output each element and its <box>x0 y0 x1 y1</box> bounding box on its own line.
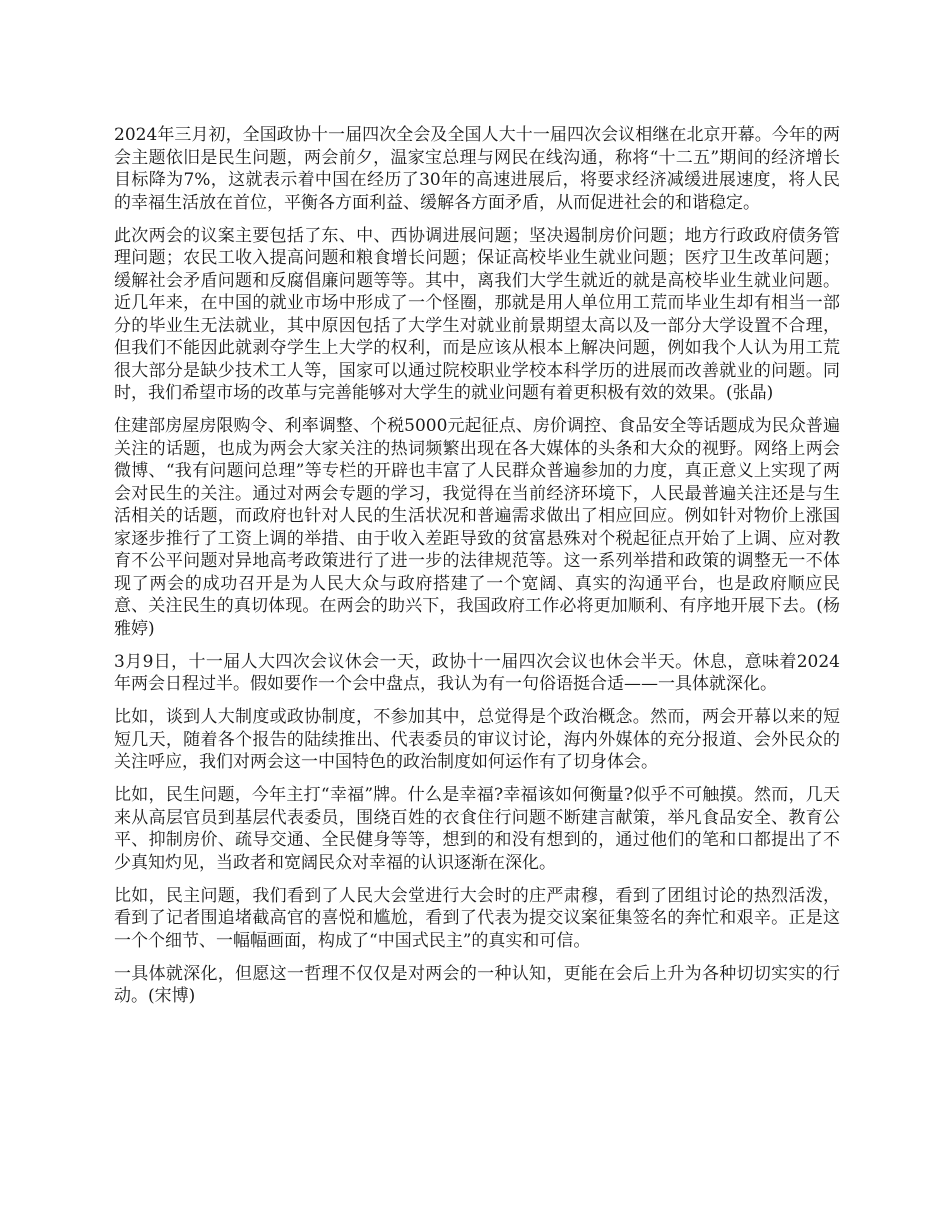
document-body <box>114 124 840 1018</box>
paragraph-6: 比如，民生问题，今年主打“幸福”牌。什么是幸福?幸福该如何衡量?似乎不可触摸。然而，几天来从高层官员到基层代表委员，围绕百姓的衣食住行问题不断建言献策，举凡食品安全、教育公平、抑制房价、疏导交通、全民健身等等，想到的和没有想到的，通过他们的笔和口都提出了不少真知灼见，当政者和宽阔民众对幸福的认识逐渐在深化。 <box>114 785 840 873</box>
paragraph-1: 2024年三月初，全国政协十一届四次全会及全国人大十一届四次会议相继在北京开幕。今年的两会主题依旧是民生问题，两会前夕，温家宝总理与网民在线沟通，称将“十二五”期间的经济增长目标降为7%，这就表示着中国在经历了30年的高速进展后，将要求经济减缓进展速度，将人民的幸福生活放在首位，平衡各方面利益、缓解各方面矛盾，从而促进社会的和谐稳定。 <box>114 125 840 213</box>
paragraph-4: 3月9日，十一届人大四次会议休会一天，政协十一届四次会议也休会半天。休息，意味着2024年两会日程过半。假如要作一个会中盘点，我认为有一句俗语挺合适——一具体就深化。 <box>114 651 840 694</box>
paragraph-2: 此次两会的议案主要包括了东、中、西协调进展问题；坚决遏制房价问题；地方行政政府债务管理问题；农民工收入提高问题和粮食增长问题；保证高校毕业生就业问题；医疗卫生改革问题；缓解社会矛盾问题和反腐倡廉问题等等。其中，离我们大学生就近的就是高校毕业生就业问题。近几年来，在中国的就业市场中形成了一个怪圈，那就是用人单位用工荒而毕业生却有相当一部分的毕业生无法就业，其中原因包括了大学生对就业前景期望太高以及一部分大学设置不合理，但我们不能因此就剥夺学生上大学的权利，而是应该从根本上解决问题，例如我个人认为用工荒很大部分是缺少技术工人等，国家可以通过院校职业学校本科学历的进展而改善就业的问题。同时，我们希望市场的改革与完善能够对大学生的就业问题有着更积极有效的效果。(张晶) <box>114 225 840 403</box>
paragraph-5: 比如，谈到人大制度或政协制度，不参加其中，总觉得是个政治概念。然而，两会开幕以来的短短几天，随着各个报告的陆续推出、代表委员的审议讨论，海内外媒体的充分报道、会外民众的关注呼应，我们对两会这一中国特色的政治制度如何运作有了切身体会。 <box>114 707 840 772</box>
paragraph-7: 比如，民主问题，我们看到了人民大会堂进行大会时的庄严肃穆，看到了团组讨论的热烈活泼，看到了记者围追堵截高官的喜悦和尴尬，看到了代表为提交议案征集签名的奔忙和艰辛。正是这一个个细节、一幅幅画面，构成了“中国式民主”的真实和可信。 <box>114 885 840 951</box>
paragraph-8: 一具体就深化，但愿这一哲理不仅仅是对两会的一种认知，更能在会后上升为各种切切实实的行动。(宋博) <box>114 963 840 1006</box>
paragraph-3: 住建部房屋房限购令、利率调整、个税5000元起征点、房价调控、食品安全等话题成为民众普遍关注的话题，也成为两会大家关注的热词频繁出现在各大媒体的头条和大众的视野。网络上两会微博、“我有问题问总理”等专栏的开辟也丰富了人民群众普遍参加的力度，真正意义上实现了两会对民生的关注。通过对两会专题的学习，我觉得在当前经济环境下，人民最普遍关注还是与生活相关的话题，而政府也针对人民的生活状况和普遍需求做出了相应回应。例如针对物价上涨国家逐步推行了工资上调的举措、由于收入差距导致的贫富悬殊对个税起征点开始了上调、应对教育不公平问题对异地高考政策进行了进一步的法律规范等。这一系列举措和政策的调整无一不体现了两会的成功召开是为人民大众与政府搭建了一个宽阔、真实的沟通平台，也是政府顺应民意、关注民生的真切体现。在两会的助兴下，我国政府工作必将更加顺利、有序地开展下去。(杨雅婷) <box>114 416 840 639</box>
